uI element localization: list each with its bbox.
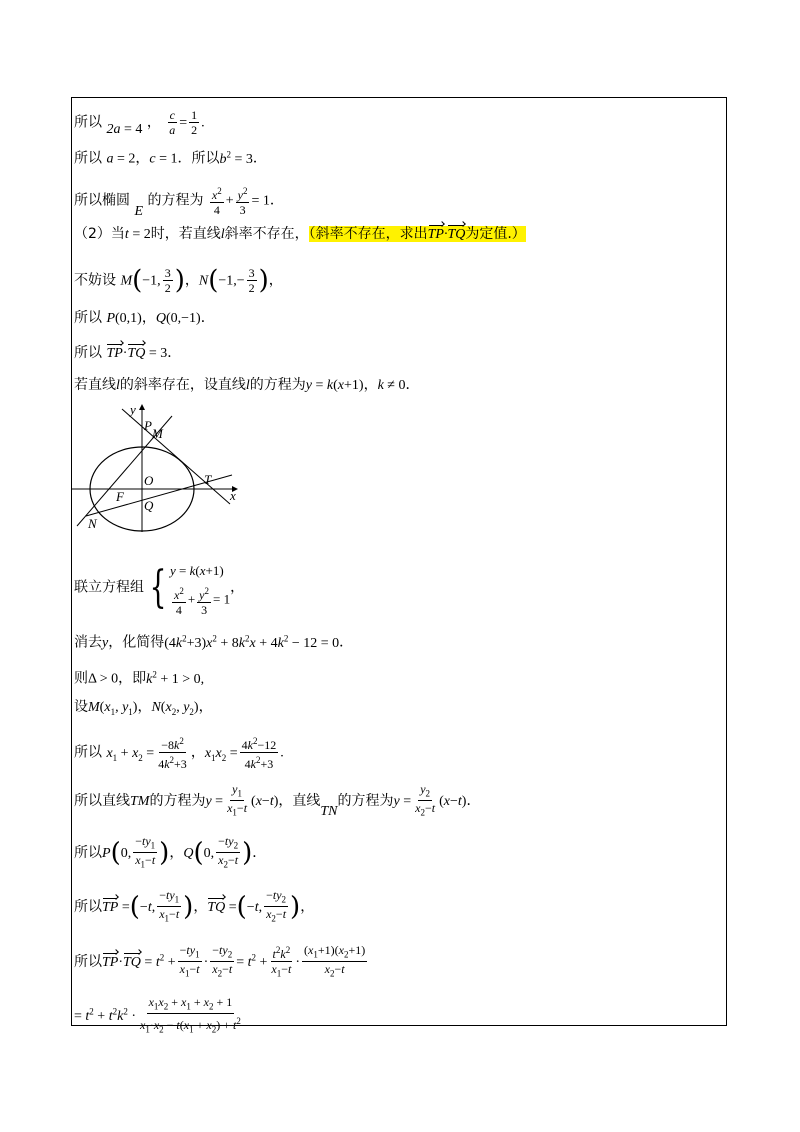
line-15: 所以P(0, $\frac{-ty_1}{x_1-t}$ )，Q(0, $\frac{-ty_2}{x_2-t}$ )． [74, 834, 267, 870]
line-18: = $t^2 + t^2k^2$ · $\frac{x_1x_2 + x_1 + x_2 + 1}{x_1\cdot x_2 - t(x_1 + x_2) + t^2}$ [74, 995, 241, 1035]
label-t: T [204, 472, 212, 487]
line-2: 所以 a = 2，c = 1．所以$b^2 = 3$． [74, 149, 267, 167]
line-4: （2）当t = 2时，若直线l斜率不存在，（斜率不存在，求出TP·TQ为定值.） [74, 226, 526, 242]
line-1: 所以 2a = 4 ， $\frac{c}{a}$ = $\frac{1}{2}$ . [74, 108, 205, 137]
line-17: 所以$TP\cdot TQ = t^2$ + $\frac{-ty_1}{x_1-t}$ · $\frac{-ty_2}{x_2-t}$ = $t^2$ + $\frac{t^2k^2}{x_1-t}$ · $\frac{(x_1+1)(x_2+1)}{x_2-t}$ [74, 943, 366, 979]
line-5: 不妨设 M(−1, $\frac{3}{2}$ )，N(−1,− $\frac{3}{2}$ )， [74, 265, 283, 296]
label-m: M [152, 426, 163, 441]
line-13: 所以 $x_1 + x_2$ = $\frac{-8k^2}{4k^2+3}$ ，$x_1x_2$ = $\frac{4k^2-12}{4k^2+3}$ . [74, 736, 284, 771]
label-n: N [88, 516, 97, 531]
line-7: 所以 TP·TQ = 3． [74, 345, 182, 361]
line-3: 所以椭圆 E 的方程为 $\frac{x^2}{4}$ + $\frac{y^2}{3}$ = 1． [74, 186, 284, 219]
line-16: 所以TP =(−t, $\frac{-ty_1}{x_1-t}$ )，TQ =(−t, $\frac{-ty_2}{x_2-t}$ )， [74, 888, 315, 924]
line-11: 则Δ > 0，即$k^2 + 1 > 0$, [74, 669, 205, 687]
highlight-note: （斜率不存在，求出TP·TQ为定值.） [308, 226, 526, 242]
y-axis-arrow [139, 404, 145, 410]
label-y: y [130, 402, 136, 417]
line-10: 消去y，化简得$(4k^2+3)x^2 + 8k^2x + 4k^2 - 12 = 0$． [74, 633, 354, 651]
line-9: 联立方程组 { y = k(x+1) $\frac{x^2}{4}$ + $\frac{y^2}{3}$ = 1 ， [74, 561, 245, 617]
label-o: O [144, 473, 154, 488]
line-12: 设$M(x_1$, $y_1$)，$N(x_2$, $y_2$)， [74, 699, 213, 717]
line-tp [122, 409, 230, 504]
line-8: 若直线l的斜率存在，设直线l的方程为y = k(x+1)，k ≠ 0． [74, 377, 420, 393]
geometry-figure [72, 402, 252, 537]
line-6: 所以 P(0,1)，Q(0,−1)． [74, 310, 215, 326]
label-p: P [144, 418, 152, 433]
label-q: Q [144, 498, 154, 513]
line-14: 所以直线TM的方程为y = $\frac{y_1}{x_1-t}$ (x−t)，直线TN的方程为y = $\frac{y_2}{x_2-t}$ (x−t)． [74, 782, 481, 819]
label-f: F [116, 489, 124, 504]
label-x: x [230, 488, 236, 503]
